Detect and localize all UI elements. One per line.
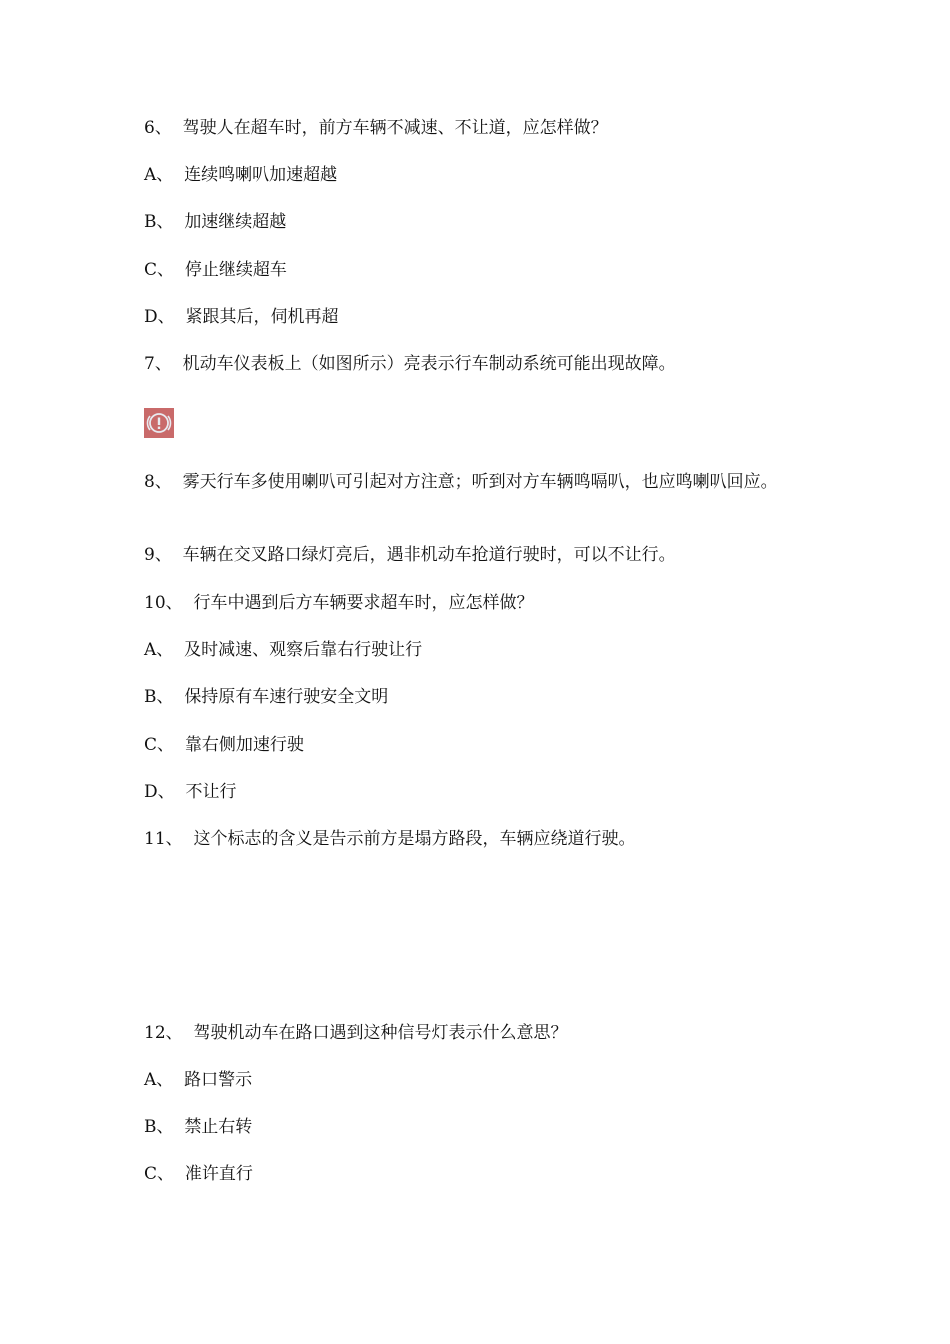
question-text: 10、 行车中遇到后方车辆要求超车时，应怎样做？ — [144, 593, 534, 613]
question-8: 8、 雾天行车多使用喇叭可引起对方注意；听到对方车辆鸣嗝叭，也应鸣喇叭回应。 — [144, 472, 778, 492]
question-text: 12、 驾驶机动车在路口遇到这种信号灯表示什么意思？ — [144, 1023, 568, 1043]
option-b: B、 保持原有车速行驶安全文明 — [144, 687, 389, 707]
brake-warning-icon — [144, 408, 174, 438]
option-d: D、 紧跟其后，伺机再超 — [144, 307, 339, 327]
option-c: C、 靠右侧加速行驶 — [144, 735, 304, 755]
question-text: 7、 机动车仪表板上（如图所示）亮表示行车制动系统可能出现故障。 — [144, 354, 676, 374]
option-b: B、 加速继续超越 — [144, 212, 287, 232]
option-c: C、 停止继续超车 — [144, 260, 287, 280]
option-c: C、 准许直行 — [144, 1164, 253, 1184]
question-text: 6、 驾驶人在超车时，前方车辆不减速、不让道，应怎样做？ — [144, 118, 608, 138]
option-a: A、 及时减速、观察后靠右行驶让行 — [144, 640, 423, 660]
question-9: 9、 车辆在交叉路口绿灯亮后，遇非机动车抢道行驶时，可以不让行。 — [144, 545, 676, 565]
option-a: A、 路口警示 — [144, 1070, 253, 1090]
option-a: A、 连续鸣喇叭加速超越 — [144, 165, 338, 185]
question-number: 6、 — [144, 118, 172, 138]
option-d: D、 不让行 — [144, 782, 237, 802]
question-11: 11、 这个标志的含义是告示前方是塌方路段，车辆应绕道行驶。 — [144, 829, 636, 849]
option-b: B、 禁止右转 — [144, 1117, 253, 1137]
